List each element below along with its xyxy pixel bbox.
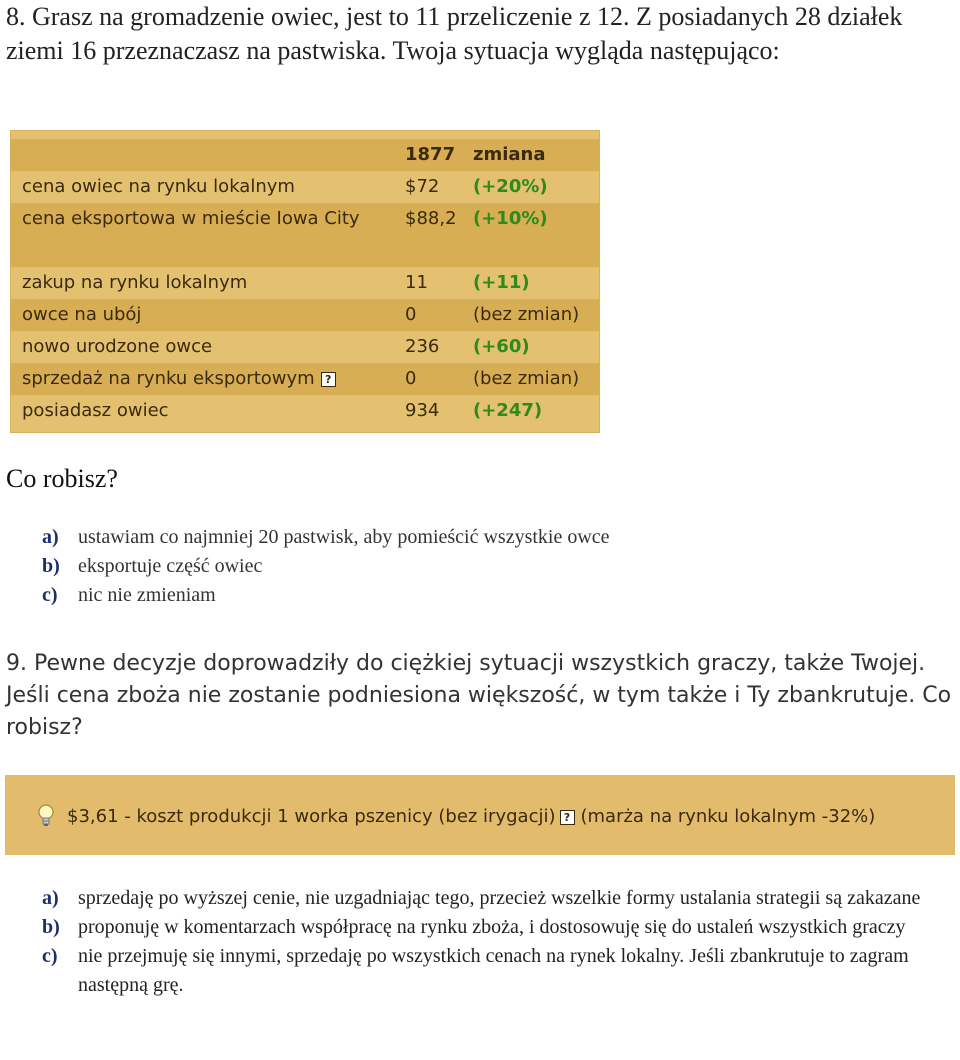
row-value: 11	[405, 272, 428, 293]
margin-text: (marża na rynku lokalnym -32%)	[580, 806, 876, 827]
options-list-9	[42, 884, 942, 1000]
row-value: 934	[405, 400, 440, 421]
option-letter: c)	[42, 945, 58, 967]
option-c[interactable]	[42, 581, 610, 610]
help-icon[interactable]: ?	[321, 372, 336, 387]
header-year: 1877	[405, 144, 456, 165]
option-b[interactable]	[42, 913, 942, 942]
header-change: zmiana	[473, 144, 546, 165]
row-label-with-help	[22, 363, 336, 395]
row-value: 0	[405, 304, 417, 325]
table-row	[11, 395, 599, 427]
row-value: $72	[405, 176, 440, 197]
row-label: owce na ubój	[22, 304, 142, 325]
row-change: (bez zmian)	[473, 368, 580, 389]
row-label: cena owiec na rynku lokalnym	[22, 176, 295, 197]
option-letter: a)	[42, 526, 59, 548]
cost-text-line	[67, 805, 875, 829]
row-label: zakup na rynku lokalnym	[22, 272, 248, 293]
option-letter: a)	[42, 887, 59, 909]
option-c[interactable]	[42, 942, 942, 1000]
row-change: (+11)	[473, 272, 530, 293]
table-row	[11, 331, 599, 363]
option-text: eksportuje część owiec	[78, 555, 263, 577]
option-b[interactable]	[42, 552, 610, 581]
table-row	[11, 363, 599, 395]
lightbulb-icon	[37, 803, 55, 829]
table-row	[11, 203, 599, 235]
row-value: 236	[405, 336, 440, 357]
option-text: proponuję w komentarzach współpracę na rynku zboża, i dostosowuję się do ustaleń wszystkich graczy	[78, 916, 906, 938]
option-text: sprzedaję po wyższej cenie, nie uzgadniając tego, przecież wszelkie formy ustalania strategii są zakazane	[78, 887, 921, 909]
table-header	[11, 139, 599, 171]
row-change: (+60)	[473, 336, 530, 357]
question-prompt: Co robisz?	[6, 464, 118, 493]
row-value: 0	[405, 368, 417, 389]
row-change: (+247)	[473, 400, 543, 421]
option-text: ustawiam co najmniej 20 pastwisk, aby pomieścić wszystkie owce	[78, 526, 610, 548]
row-change: (bez zmian)	[473, 304, 580, 325]
option-text: nie przejmuję się innymi, sprzedaję po wszystkich cenach na rynek lokalny. Jeśli zbankrutuje to zagram następną grę.	[78, 945, 909, 996]
question-8-text: 8. Grasz na gromadzenie owiec, jest to 11 przeliczenie z 12. Z posiadanych 28 działek ziemi 16 przeznaczasz na pastwiska. Twoja sytuacja wygląda następująco:	[6, 2, 903, 65]
question-9-text: 9. Pewne decyzje doprowadziły do ciężkiej sytuacji wszystkich graczy, także Twojej. Jeśli cena zboża nie zostanie podniesiona większość, w tym także i Ty zbankrutuje. Co robisz?	[6, 651, 952, 740]
sheep-status-table	[10, 130, 600, 433]
cost-text: $3,61 - koszt produkcji 1 worka pszenicy (bez irygacji)	[67, 806, 556, 827]
row-label: cena eksportowa w mieście Iowa City	[22, 208, 360, 229]
option-a[interactable]	[42, 523, 610, 552]
option-letter: c)	[42, 584, 58, 606]
table-row	[11, 267, 599, 299]
table-row	[11, 299, 599, 331]
row-label: posiadasz owiec	[22, 400, 169, 421]
row-label: nowo urodzone owce	[22, 336, 213, 357]
option-letter: b)	[42, 916, 60, 938]
row-change: (+10%)	[473, 208, 548, 229]
help-icon[interactable]: ?	[560, 810, 575, 825]
table-row	[11, 171, 599, 203]
option-letter: b)	[42, 555, 60, 577]
row-value: $88,2	[405, 208, 457, 229]
options-list-8	[42, 523, 610, 610]
row-change: (+20%)	[473, 176, 548, 197]
row-label: sprzedaż na rynku eksportowym	[22, 368, 315, 389]
option-a[interactable]	[42, 884, 942, 913]
option-text: nic nie zmieniam	[78, 584, 216, 606]
wheat-cost-bar	[5, 775, 955, 855]
table-row-spacer	[11, 235, 599, 267]
